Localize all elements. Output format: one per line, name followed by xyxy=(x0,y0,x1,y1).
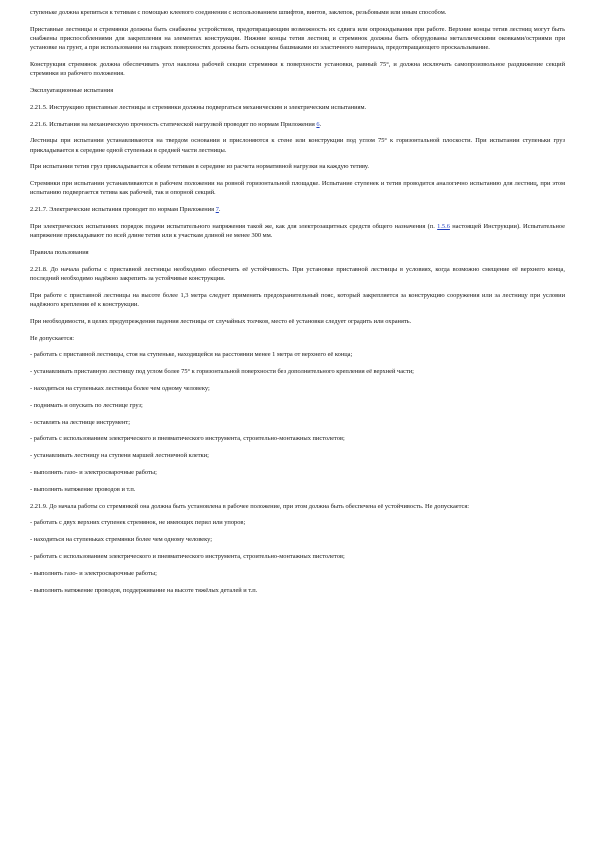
paragraph: - выполнять газо- и электросварочные работы; xyxy=(30,468,157,476)
paragraph: При работе с приставной лестницы на высоте более 1,3 метра следует применять предохранительный пояс, который закрепляется за конструкцию сооружения или за лестницу при условии надёжного крепления её к конструкции. xyxy=(30,291,565,308)
appendix-link[interactable]: 7 xyxy=(215,206,219,214)
paragraph: Лестницы при испытании устанавливаются на твердом основании и прислоняются к стене или конструкции под углом 75° к горизонтальной плоскости. При испытании ступеньки груз прикладывается к середине одной ступеньки в средней части лестницы. xyxy=(30,137,565,154)
paragraph: - выполнять натяжение проводов и т.п. xyxy=(30,485,136,493)
paragraph: - устанавливать приставную лестницу под углом более 75° к горизонтальной поверхности без дополнительного крепления её верхней части; xyxy=(30,368,414,376)
paragraph: Приставные лестницы и стремянки должны быть снабжены устройством, предотвращающим возможность их сдвига или опрокидывания при работе. Верхние концы тетив лестниц могут быть снабжены приспособлениями для закрепления на элементах конструкции. Нижние концы тетив лестниц и стремянок должны быть оборудованы металлическими оковками/остриями при установке на грунт, а при использовании на гладких поверхностях должны быть оснащены башмаками из эластичного материала, предотвращающего проскальзывание. xyxy=(30,25,565,52)
paragraph: Стремянки при испытании устанавливаются в рабочем положении на ровной горизонтальной площадке. Испытание ступенек и тетив проводится аналогично испытанию для лестниц, при этом испытанию подвергается тетива как рабочей, так и опорной секций. xyxy=(30,180,565,197)
paragraph: При необходимости, в целях предупреждения падения лестницы от случайных толчков, место её установки следует оградить или охранять. xyxy=(30,317,412,325)
paragraph: - находиться на ступеньках лестницы более чем одному человеку; xyxy=(30,384,210,392)
section-heading: Эксплуатационные испытания xyxy=(30,87,114,94)
paragraph: Не допускается: xyxy=(30,334,75,342)
paragraph: 2.21.8. До начала работы с приставной лестницы необходимо обеспечить её устойчивость. При установке приставной лестницы в условиях, когда возможно смещение её верхнего конца, последний необходимо надёжно закрепить за устойчивые конструкции. xyxy=(30,265,565,282)
paragraph: 2.21.5. Инструкцию приставные лестницы и стремянки должны подвергаться механическим и электрическим испытаниям. xyxy=(30,103,367,111)
paragraph: - выполнять натяжение проводов, поддерживание на высоте тяжёлых деталей и т.п. xyxy=(30,586,258,594)
paragraph: 2.21.7. Электрические испытания проводят по нормам Приложения 7. xyxy=(30,206,221,214)
paragraph: 2.21.9. До начала работы со стремянкой она должна быть установлена в рабочее положение, при этом должна быть обеспечена её устойчивость. Не допускается: xyxy=(30,502,470,510)
paragraph: - работать с использованием электрического и пневматического инструмента, строительно-монтажных пистолетов; xyxy=(30,435,345,443)
paragraph: - находиться на ступеньках стремянки более чем одному человеку; xyxy=(30,536,213,544)
paragraph: Конструкция стремянок должна обеспечивать угол наклона рабочей секции стремянки к поверхности установки, равный 75°, и должна исключать самопроизвольное раздвижение секций стремянки из рабочего положения. xyxy=(30,61,565,78)
paragraph: - работать с двух верхних ступенек стремянок, не имеющих перил или упоров; xyxy=(30,519,246,527)
section-heading: Правила пользования xyxy=(30,248,89,256)
paragraph: При электрических испытаниях порядок подачи испытательного напряжения такой же, как для электрозащитных средств общего назначения (п. 1.5.6 настоящей Инструкции). Испытательное напряжение прикладывают по всей длине тетив или к участкам длиной не менее 300 мм. xyxy=(30,222,565,240)
paragraph: - поднимать и опускать по лестнице груз; xyxy=(30,401,143,409)
paragraph: 2.21.6. Испытания на механическую прочность статической нагрузкой проводят по нормам Приложения 6. xyxy=(30,120,322,128)
document-page xyxy=(30,8,565,602)
paragraph: ступеньке должна крепиться к тетивам с помощью клеевого соединения с использованием шпифтов, винтов, заклепок, резьбовыми или иным способом. xyxy=(30,9,447,16)
paragraph: - выполнять газо- и электросварочные работы; xyxy=(30,569,157,577)
paragraph: - устанавливать лестницу на ступени маршей лестничной клетки; xyxy=(30,452,209,460)
paragraph: - работать с использованием электрического и пневматического инструмента, строительно-монтажных пистолетов; xyxy=(30,552,345,560)
appendix-link[interactable]: 1.5.6 xyxy=(437,222,450,230)
paragraph: - работать с приставной лестницы, стоя на ступеньке, находящейся на расстоянии менее 1 метра от верхнего её конца; xyxy=(30,351,353,359)
appendix-link[interactable]: 6 xyxy=(316,120,320,128)
paragraph: При испытании тетив груз прикладывается к обеим тетивам в середине из расчета нормативной нагрузки на каждую тетиву. xyxy=(30,163,369,171)
paragraph: - оставлять на лестнице инструмент; xyxy=(30,418,130,426)
